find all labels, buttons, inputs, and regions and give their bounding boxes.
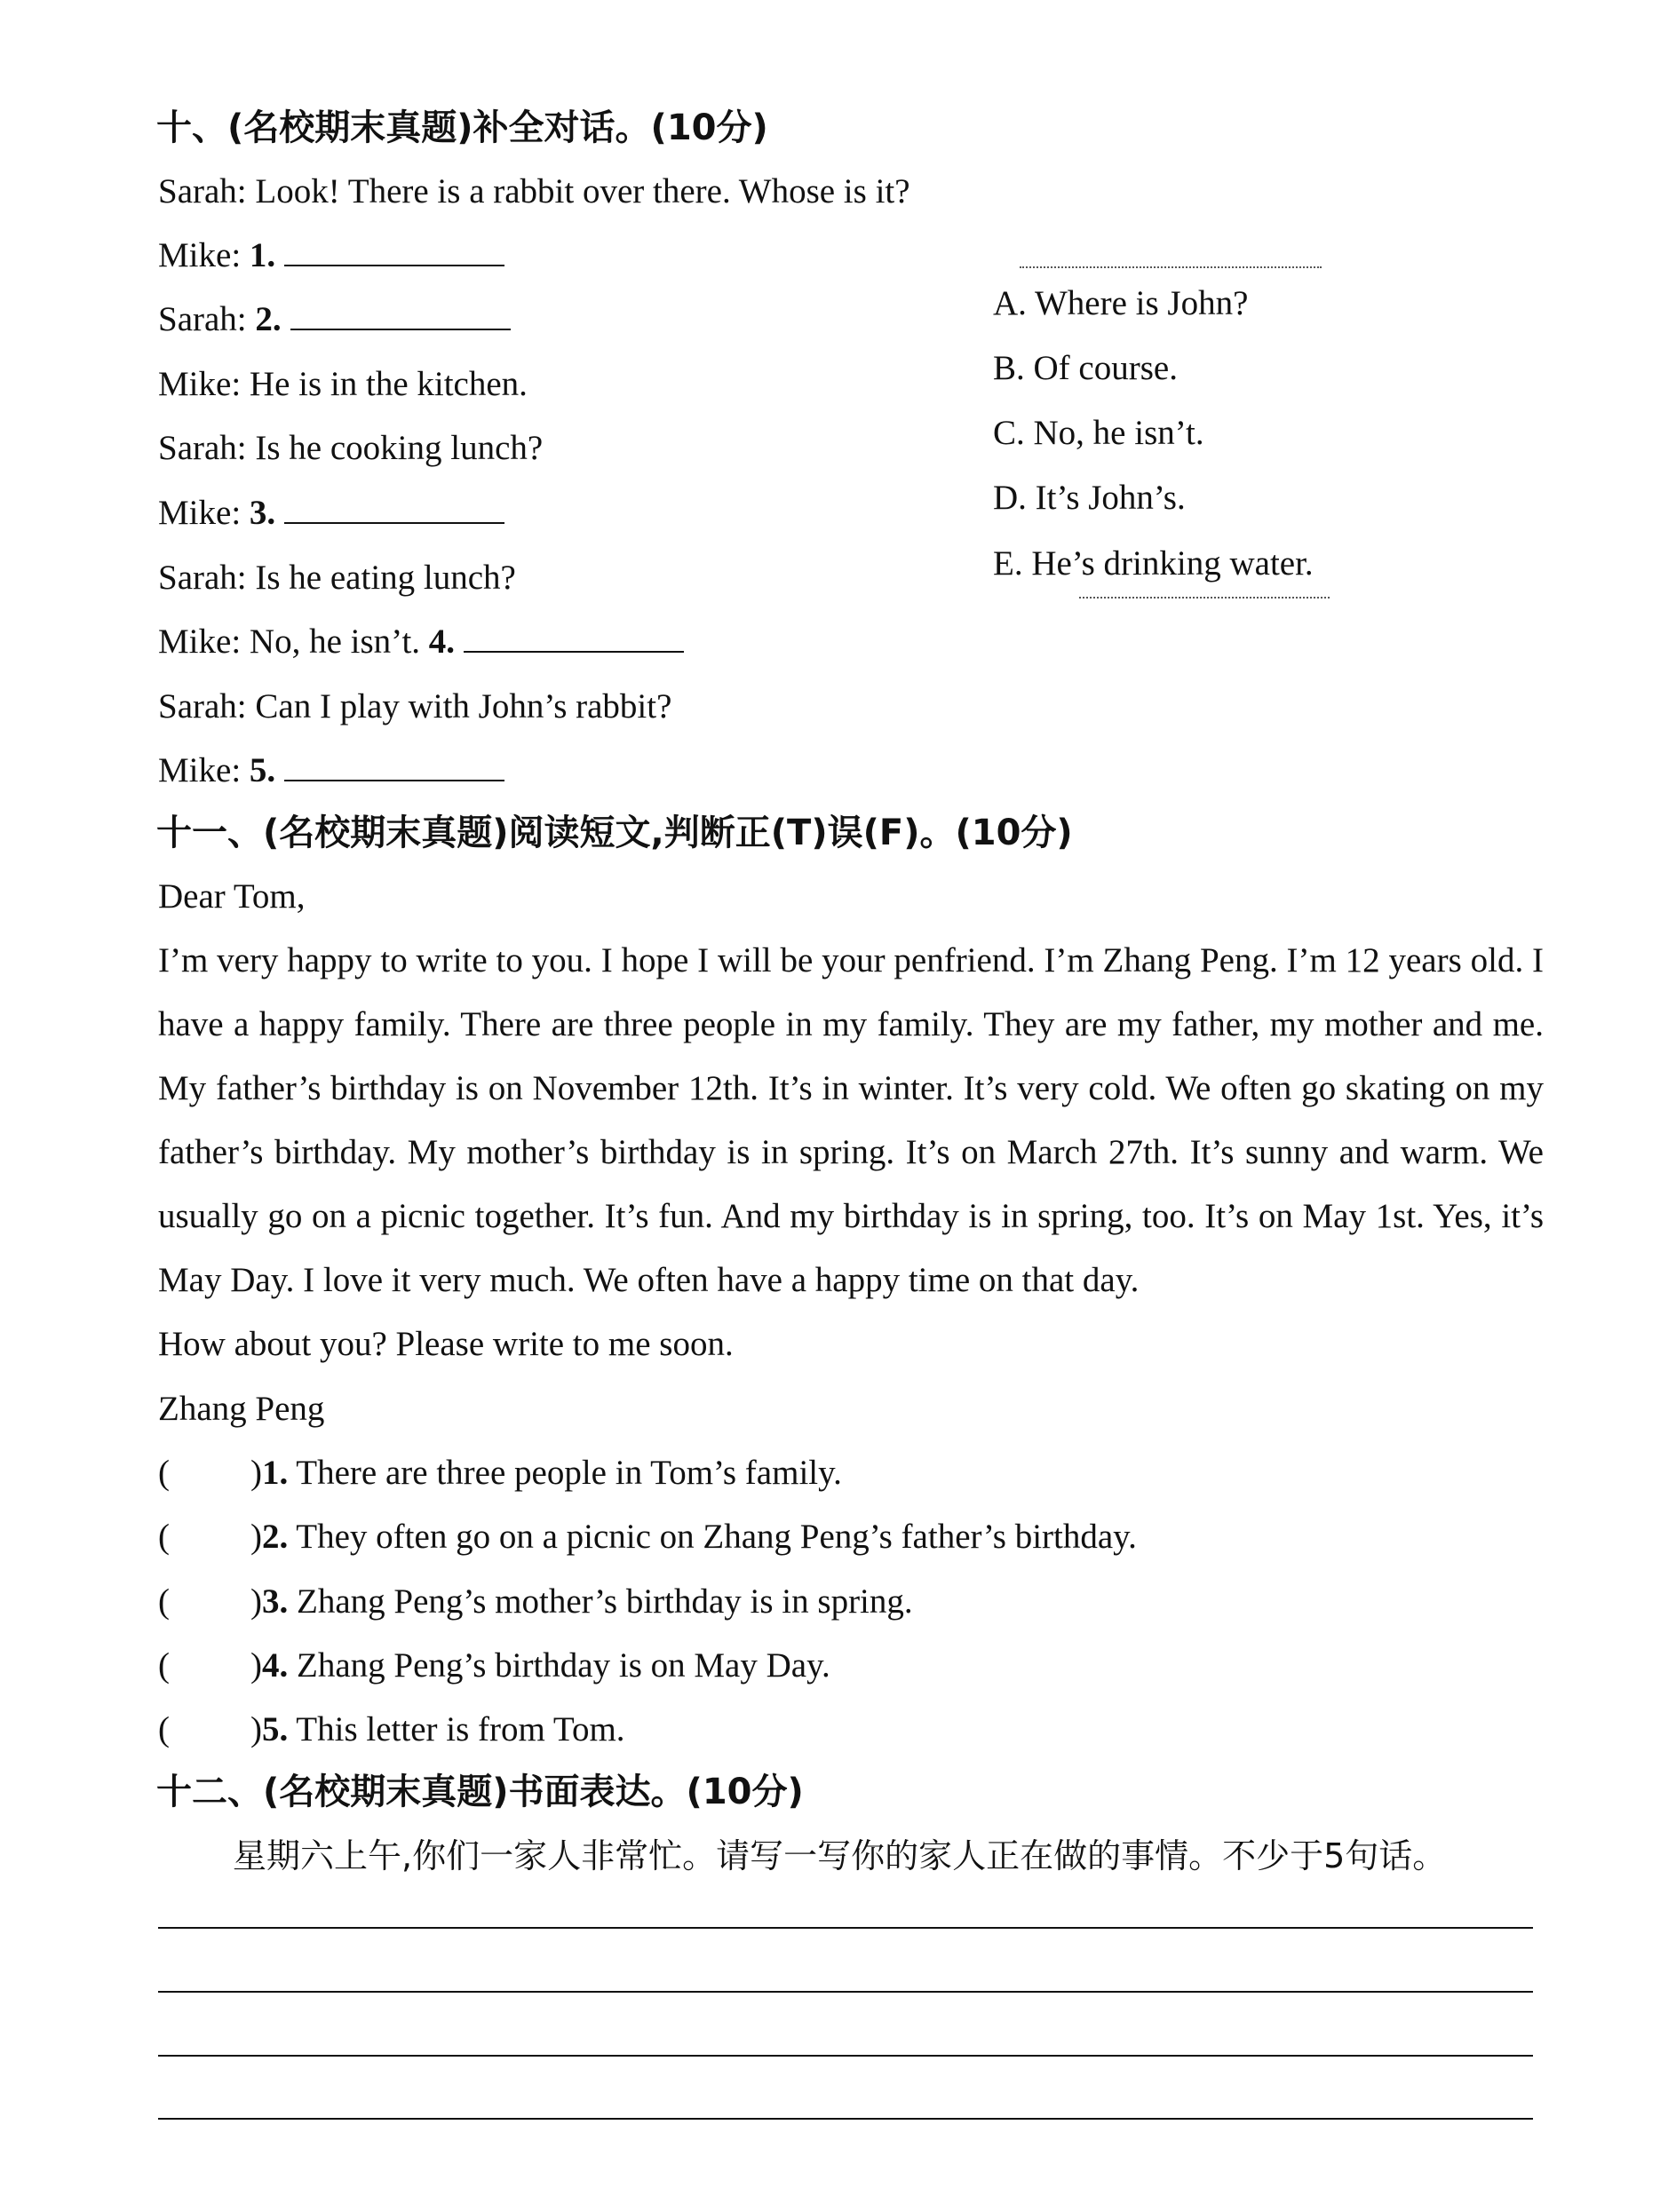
option-b: B. Of course. <box>993 349 1178 387</box>
dialogue-line-3 <box>158 298 511 341</box>
speaker: Mike: <box>158 236 242 274</box>
answer-blank-2[interactable] <box>290 298 511 330</box>
statement-text: Zhang Peng’s birthday is on May Day. <box>297 1646 830 1685</box>
paren-close: ) <box>250 1710 262 1748</box>
answer-paren-1[interactable]: ( <box>158 1454 170 1492</box>
statement-3 <box>158 1581 913 1623</box>
letter-signature: Zhang Peng <box>158 1390 325 1428</box>
statement-text: They often go on a picnic on Zhang Peng’s father’s birthday. <box>296 1518 1137 1556</box>
answer-blank-3[interactable] <box>284 492 504 524</box>
option-d: D. It’s John’s. <box>993 479 1186 517</box>
option-e: E. He’s drinking water. <box>993 544 1314 583</box>
statement-text: There are three people in Tom’s family. <box>296 1454 842 1492</box>
speaker: Sarah: <box>158 172 247 210</box>
answer-blank-5[interactable] <box>284 749 504 781</box>
writing-line-1[interactable] <box>158 1927 1533 1929</box>
dialogue-line-10 <box>158 749 504 792</box>
statement-number: 2. <box>262 1518 289 1556</box>
answer-paren-5[interactable]: ( <box>158 1710 170 1748</box>
writing-task-prompt: 星期六上午,你们一家人非常忙。请写一写你的家人正在做的事情。不少于5句话。 <box>233 1836 1447 1875</box>
option-a: A. Where is John? <box>993 284 1249 322</box>
paren-close: ) <box>250 1454 262 1492</box>
blank-number: 2. <box>255 300 282 338</box>
statement-5 <box>158 1709 625 1751</box>
blank-number: 5. <box>249 751 276 789</box>
paren-close: ) <box>250 1646 262 1685</box>
speaker: Mike: <box>158 751 242 789</box>
dialogue-line-4 <box>158 363 528 406</box>
dialogue-line-1 <box>158 170 910 213</box>
blank-number: 1. <box>249 236 276 274</box>
dialogue-line-6 <box>158 492 504 535</box>
section-10-title: 十、(名校期末真题)补全对话。(10分) <box>156 107 768 148</box>
writing-line-3[interactable] <box>158 2055 1533 2057</box>
answer-paren-2[interactable]: ( <box>158 1518 170 1556</box>
statement-number: 4. <box>262 1646 289 1685</box>
speaker: Mike: <box>158 365 242 403</box>
statement-1 <box>158 1452 842 1494</box>
dialogue-text: Is he cooking lunch? <box>255 429 544 467</box>
statement-number: 5. <box>262 1710 289 1748</box>
dialogue-text: Is he eating lunch? <box>255 559 516 597</box>
section-11-title: 十一、(名校期末真题)阅读短文,判断正(T)误(F)。(10分) <box>156 813 1073 853</box>
blank-number: 4. <box>428 622 456 661</box>
speaker: Sarah: <box>158 300 247 338</box>
statement-text: Zhang Peng’s mother’s birthday is in spring. <box>297 1582 913 1621</box>
options-bottom-border <box>1079 597 1330 599</box>
statement-2 <box>158 1516 1137 1558</box>
section-12-title: 十二、(名校期末真题)书面表达。(10分) <box>156 1772 804 1812</box>
speaker: Sarah: <box>158 429 247 467</box>
answer-blank-1[interactable] <box>284 234 504 266</box>
answer-blank-4[interactable] <box>464 621 684 653</box>
statement-number: 1. <box>262 1454 289 1492</box>
letter-closing: How about you? Please write to me soon. <box>158 1325 734 1363</box>
dialogue-line-9 <box>158 686 671 728</box>
dialogue-line-5 <box>158 427 543 470</box>
writing-line-4[interactable] <box>158 2118 1533 2120</box>
dialogue-text: Look! There is a rabbit over there. Whose is it? <box>255 172 910 210</box>
letter-body: I’m very happy to write to you. I hope I will be your penfriend. I’m Zhang Peng. I’m 12 years old. I have a happy family. There are three people in my family. They are my father, my mother and me. My father’s birthday is on November 12th. It’s in winter. It’s very cold. We often go skating on my father’s birthday. My mother’s birthday is in spring. It’s on March 27th. It’s sunny and warm. We usually go on a picnic together. It’s fun. And my birthday is in spring, too. It’s on May 1st. Yes, it’s May Day. I love it very much. We often have a happy time on that day. <box>158 941 1544 1299</box>
writing-line-2[interactable] <box>158 1991 1533 1993</box>
options-top-border <box>1020 266 1322 268</box>
dialogue-line-7 <box>158 557 516 599</box>
paren-close: ) <box>250 1582 262 1621</box>
dialogue-text: He is in the kitchen. <box>249 365 528 403</box>
statement-text: This letter is from Tom. <box>296 1710 625 1748</box>
dialogue-text: No, he isn’t. <box>249 622 421 661</box>
answer-paren-4[interactable]: ( <box>158 1646 170 1685</box>
letter-salutation: Dear Tom, <box>158 877 306 916</box>
statement-number: 3. <box>262 1582 289 1621</box>
speaker: Sarah: <box>158 687 247 725</box>
option-c: C. No, he isn’t. <box>993 414 1204 452</box>
dialogue-text: Can I play with John’s rabbit? <box>255 687 672 725</box>
blank-number: 3. <box>249 494 276 532</box>
dialogue-line-8 <box>158 621 684 663</box>
answer-paren-3[interactable]: ( <box>158 1582 170 1621</box>
speaker: Sarah: <box>158 559 247 597</box>
statement-4 <box>158 1645 830 1687</box>
dialogue-line-2 <box>158 234 504 277</box>
paren-close: ) <box>250 1518 262 1556</box>
speaker: Mike: <box>158 622 242 661</box>
speaker: Mike: <box>158 494 242 532</box>
